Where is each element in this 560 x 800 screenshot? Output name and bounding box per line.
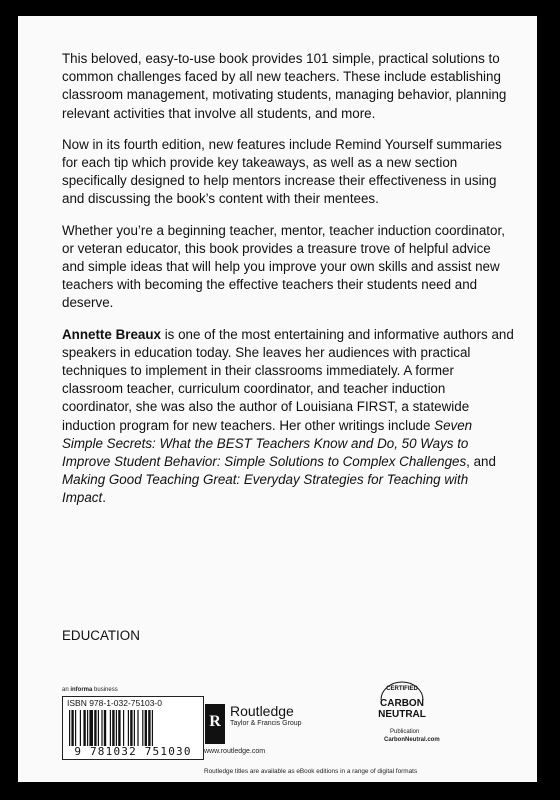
informa-prefix: an: [62, 687, 71, 693]
informa-suffix: business: [92, 687, 118, 693]
ebook-note: Routledge titles are available as eBook editions in a range of digital formats: [204, 768, 418, 775]
seal-top-text: CERTIFIED: [386, 686, 418, 692]
back-cover: [18, 16, 537, 782]
author-work-2: Making Good Teaching Great: Everyday Strategies for Teaching with Impact: [62, 472, 469, 506]
author-work-1: Seven Simple Secrets: What the BEST Teachers Know and Do, 50 Ways to Improve Student Behavior: Simple Solutions to Complex Challenges: [62, 417, 473, 470]
barcode-number: 9 781032 751030: [74, 745, 192, 758]
carbon-neutral-seal-icon: [367, 678, 437, 728]
publisher-name: Routledge: [230, 703, 294, 719]
isbn-label: ISBN 978-1-032-75103-0: [67, 698, 162, 708]
informa-line: [62, 687, 118, 693]
carbon-neutral-publication: Publication: [390, 729, 420, 735]
author-name: Annette Breaux: [62, 326, 161, 342]
blurb-text: [62, 50, 514, 521]
svg-text:R: R: [209, 713, 221, 730]
blurb-paragraph-1: This beloved, easy-to-use book provides 101 simple, practical solutions to common challenges faced by all new teachers. These include establishing classroom management, motivating students, managing behavior, planning relevant activities that involve all students, and more.: [62, 51, 507, 121]
carbon-neutral-url: CarbonNeutral.com: [384, 737, 440, 743]
blurb-paragraph-2: Now in its fourth edition, new features include Remind Yourself summaries for each tip which provide key takeaways, as well as a new section specifically designed to help mentors increase their effectiveness in using and discussing the book’s content with their mentees.: [62, 136, 502, 207]
seal-main-text-2: NEUTRAL: [378, 709, 426, 720]
category-label: EDUCATION: [62, 628, 140, 643]
isbn-barcode: [62, 696, 204, 760]
publisher-group: Taylor & Francis Group: [230, 720, 302, 727]
author-bio: [62, 326, 514, 508]
author-bio-end: .: [102, 490, 106, 506]
publisher-url: www.routledge.com: [204, 748, 266, 755]
routledge-logo-icon: [205, 704, 225, 744]
seal-main-text-1: CARBON: [380, 698, 424, 709]
informa-name: informa: [70, 687, 93, 693]
barcode-bars-icon: [67, 710, 199, 746]
author-bio-text: is one of the most entertaining and informative authors and speakers in education today. She leaves her audiences with practical techniques to implement in their classrooms immediately. A former classroom teacher, curriculum coordinator, and teacher induction coordinator, she was also the author of Louisiana FIRST, a statewide induction program for new teachers. Her other writings include: [62, 326, 514, 433]
blurb-paragraph-3: Whether you’re a beginning teacher, mentor, teacher induction coordinator, or veteran educator, this book provides a treasure trove of helpful advice and simple ideas that will help you improve your own skills and assist new teachers with becoming the effective teachers their students need and deserve.: [62, 222, 505, 311]
author-bio-and: , and: [466, 454, 496, 470]
